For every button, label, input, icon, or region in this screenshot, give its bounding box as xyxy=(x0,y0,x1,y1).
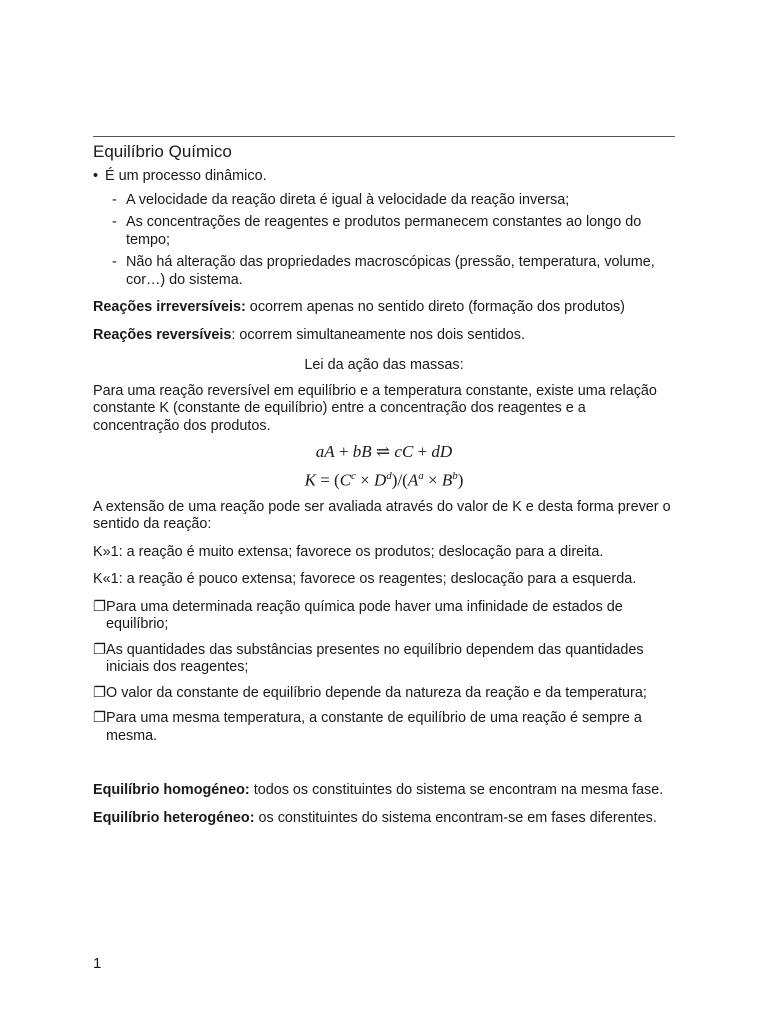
check-item-1 xyxy=(93,599,675,634)
heterogeneous-paragraph xyxy=(93,810,675,828)
checkbox-icon: ❐ xyxy=(93,598,106,615)
page-number: 1 xyxy=(93,955,102,972)
check-item-3 xyxy=(93,685,675,703)
check-text: Para uma mesma temperatura, a constante de equilíbrio de uma reação é sempre a mesma. xyxy=(106,710,642,744)
check-text: As quantidades das substâncias presentes no equilíbrio dependem das quantidades iniciais dos reagentes; xyxy=(106,641,644,676)
reversible-paragraph xyxy=(93,327,675,345)
check-item-4 xyxy=(93,710,675,745)
dash-mark: - xyxy=(112,254,117,270)
irreversible-paragraph xyxy=(93,299,675,317)
equation-constant: $K = (C^c \times D^d)/(A^a \times B^b)$ xyxy=(304,470,464,490)
page-content xyxy=(93,136,675,837)
dash-item-3 xyxy=(93,254,675,289)
law-title: Lei da ação das massas: xyxy=(304,357,464,373)
check-item-2 xyxy=(93,642,675,677)
dash-item-1 xyxy=(93,192,675,210)
heterogeneous-label: Equilíbrio heterogéneo: xyxy=(93,809,255,826)
check-text: O valor da constante de equilíbrio depende da natureza da reação e da temperatura; xyxy=(106,684,647,701)
top-rule xyxy=(93,136,675,137)
reversible-text: : ocorrem simultaneamente nos dois sentidos. xyxy=(231,326,525,343)
dash-mark: - xyxy=(112,191,117,208)
reversible-label: Reações reversíveis xyxy=(93,326,232,343)
irreversible-text: ocorrem apenas no sentido direto (formação dos produtos) xyxy=(245,299,625,315)
page-title: Equilíbrio Químico xyxy=(93,142,232,161)
checkbox-icon: ❐ xyxy=(93,710,106,727)
k-small-paragraph: K«1: a reação é pouco extensa; favorece os reagentes; deslocação para a esquerda. xyxy=(93,571,637,588)
bullet-mark: • xyxy=(93,168,99,184)
bullet-item xyxy=(93,168,675,186)
check-text: Para uma determinada reação química pode haver uma infinidade de estados de equilíbrio; xyxy=(106,598,623,633)
law-paragraph: Para uma reação reversível em equilíbrio e a temperatura constante, existe uma relação constante K (constante de equilíbrio) entre a concentração dos reagentes e a concentração dos produtos. xyxy=(93,382,657,434)
heterogeneous-text: os constituintes do sistema encontram-se em fases diferentes. xyxy=(254,809,657,826)
checkbox-icon: ❐ xyxy=(93,641,106,658)
dash-item-2 xyxy=(93,214,675,249)
homogeneous-text: todos os constituintes do sistema se encontram na mesma fase. xyxy=(249,782,664,799)
homogeneous-paragraph xyxy=(93,782,675,800)
dash-text: Não há alteração das propriedades macroscópicas (pressão, temperatura, volume, cor…) do sistema. xyxy=(126,254,655,288)
dash-mark: - xyxy=(112,214,117,230)
dash-text: A velocidade da reação direta é igual à velocidade da reação inversa; xyxy=(126,191,570,208)
equation-reaction: aA + bB ⇌ cC + dD xyxy=(315,442,453,461)
dash-text: As concentrações de reagentes e produtos permanecem constantes ao longo do tempo; xyxy=(126,214,642,248)
extension-paragraph: A extensão de uma reação pode ser avaliada através do valor de K e desta forma prever o sentido da reação: xyxy=(93,498,671,533)
checkbox-icon: ❐ xyxy=(93,684,106,701)
bullet-text: É um processo dinâmico. xyxy=(105,168,267,184)
homogeneous-label: Equilíbrio homogéneo: xyxy=(93,782,250,799)
k-large-paragraph: K»1: a reação é muito extensa; favorece os produtos; deslocação para a direita. xyxy=(93,543,604,560)
irreversible-label: Reações irreversíveis: xyxy=(93,299,246,315)
